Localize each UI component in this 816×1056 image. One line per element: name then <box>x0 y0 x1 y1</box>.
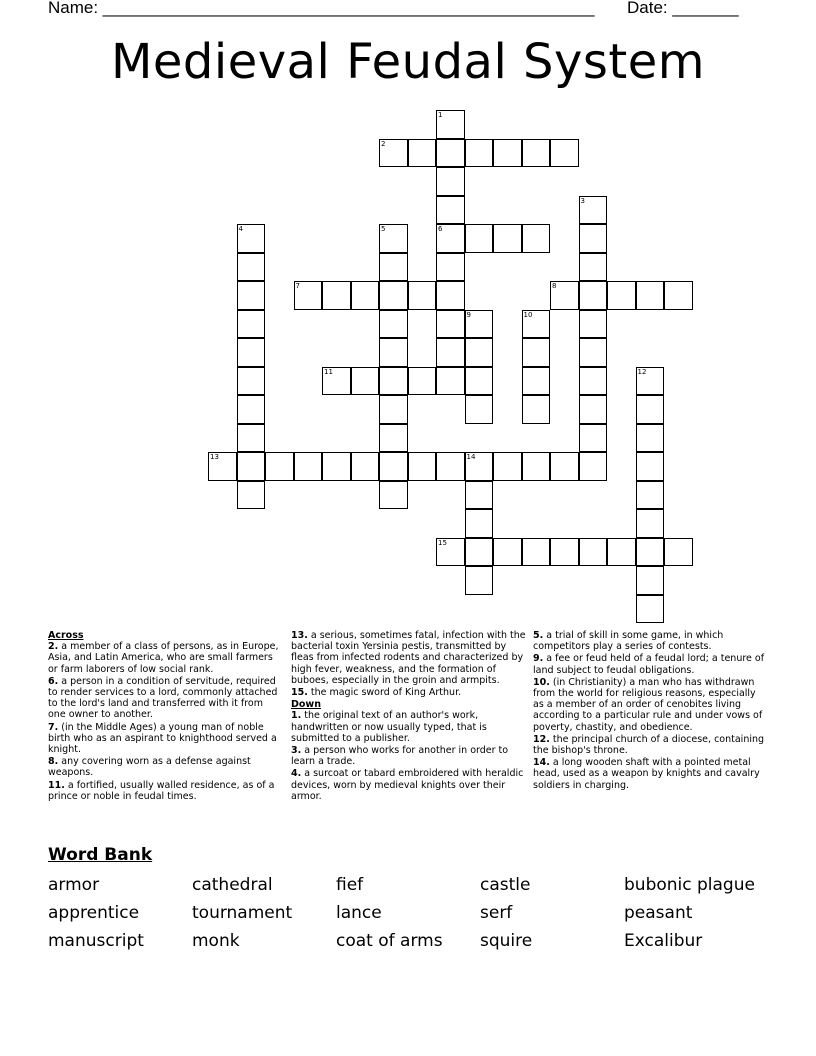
grid-cell[interactable] <box>436 310 465 339</box>
grid-cell[interactable] <box>607 538 636 567</box>
clue-number: 2 <box>381 139 386 148</box>
grid-cell[interactable] <box>436 281 465 310</box>
date-line: Date: _______ <box>627 0 739 17</box>
clues-column-1 <box>48 630 283 803</box>
clue-text: a fee or feud held of a feudal lord; a tenure of land subject to feudal obligations. <box>533 653 765 676</box>
grid-cell[interactable] <box>636 509 665 538</box>
grid-cell[interactable] <box>465 224 494 253</box>
grid-cell[interactable] <box>237 367 266 396</box>
clue-text: the magic sword of King Arthur. <box>307 687 462 699</box>
clue-number: 13 <box>210 453 219 461</box>
across-heading: Across <box>48 630 84 641</box>
clue-number-label: 2. <box>48 641 59 653</box>
word-bank-item: manuscript <box>48 931 144 951</box>
clue-number: 10 <box>523 310 533 319</box>
clue <box>291 768 526 802</box>
clue-number-label: 6. <box>48 675 59 687</box>
down-clues-2 <box>533 630 768 791</box>
grid-cell[interactable] <box>493 452 522 481</box>
grid-cell[interactable] <box>550 452 579 481</box>
grid-cell[interactable] <box>379 395 408 424</box>
grid-cell[interactable] <box>436 452 465 481</box>
clue-number: 9 <box>466 310 471 319</box>
word-bank-item: castle <box>480 875 531 895</box>
clue-text: a fortified, usually walled residence, as of a prince or noble in feudal times. <box>48 779 275 802</box>
grid-cell[interactable] <box>436 139 465 168</box>
grid-cell[interactable] <box>436 367 465 396</box>
grid-cell[interactable] <box>351 452 380 481</box>
grid-cell[interactable] <box>237 310 266 339</box>
clue-text: a person in a condition of servitude, required to render services to a lord, commonly attached to the lord's land and transferred with it from one owner to another. <box>48 675 278 721</box>
clue-number: 15 <box>438 538 447 547</box>
clues-column-2 <box>291 630 526 803</box>
clue-text: a trial of skill in some game, in which competitors play a series of contests. <box>533 630 724 653</box>
clue <box>291 745 526 767</box>
grid-cell[interactable] <box>237 281 266 310</box>
grid-cell[interactable] <box>636 452 665 481</box>
word-bank-item: armor <box>48 875 100 895</box>
grid-cell[interactable] <box>436 196 465 225</box>
clue-number: 4 <box>238 225 243 233</box>
grid-cell[interactable] <box>579 395 608 424</box>
grid-cell[interactable] <box>379 424 408 453</box>
grid-cell[interactable] <box>550 139 579 168</box>
clue-number-label: 4. <box>291 768 302 780</box>
grid-cell[interactable] <box>579 338 608 367</box>
clue-text: a long wooden shaft with a pointed metal head, used as a weapon by knights and cavalry soldiers in charging. <box>533 757 760 791</box>
grid-cell[interactable] <box>379 481 408 510</box>
grid-cell[interactable] <box>636 281 665 310</box>
clue-number: 1 <box>438 111 443 119</box>
clue-number-label: 1. <box>291 710 302 722</box>
word-bank-item: cathedral <box>192 875 273 895</box>
grid-cell[interactable] <box>379 338 408 367</box>
across-clues-1 <box>48 641 283 802</box>
clue-number: 6 <box>438 225 443 233</box>
clue-number-label: 10. <box>533 676 550 688</box>
grid-cell[interactable] <box>579 367 608 396</box>
grid-cell[interactable] <box>237 395 266 424</box>
grid-cell[interactable] <box>579 452 608 481</box>
clue-number-label: 8. <box>48 756 59 768</box>
clue <box>533 630 768 652</box>
grid-cell[interactable] <box>636 395 665 424</box>
grid-cell[interactable] <box>294 452 323 481</box>
clue-number-label: 12. <box>533 733 550 745</box>
clue-number: 3 <box>580 196 585 205</box>
clue <box>533 677 768 733</box>
page-title: Medieval Feudal System <box>110 34 706 90</box>
grid-cell[interactable] <box>237 338 266 367</box>
grid-cell[interactable] <box>522 224 551 253</box>
grid-cell[interactable] <box>493 224 522 253</box>
grid-cell[interactable] <box>522 139 551 168</box>
grid-cell[interactable] <box>636 595 665 624</box>
grid-cell[interactable] <box>237 452 266 481</box>
clue-number-label: 3. <box>291 745 302 757</box>
word-bank-item: lance <box>336 903 382 923</box>
clue-text: (in the Middle Ages) a young man of noble birth who as an aspirant to knighthood served a knight. <box>48 721 277 756</box>
grid-cell[interactable] <box>351 367 380 396</box>
clue <box>48 676 283 721</box>
grid-cell[interactable] <box>636 424 665 453</box>
grid-cell[interactable] <box>465 566 494 595</box>
grid-cell[interactable] <box>522 538 551 567</box>
clue <box>533 653 768 675</box>
grid-cell[interactable] <box>664 281 693 310</box>
word-bank-item: serf <box>480 903 513 923</box>
word-bank-item: monk <box>192 931 240 951</box>
grid-cell[interactable] <box>465 538 494 567</box>
clue-text: any covering worn as a defense against weapons. <box>48 756 251 779</box>
grid-cell[interactable] <box>579 538 608 567</box>
grid-cell[interactable] <box>436 167 465 196</box>
grid-cell[interactable] <box>550 538 579 567</box>
clue-number: 5 <box>381 225 386 233</box>
grid-cell[interactable] <box>322 452 351 481</box>
grid-cell[interactable] <box>493 139 522 168</box>
clue-number-label: 9. <box>533 653 544 665</box>
clue-number-label: 13. <box>291 630 308 641</box>
word-bank-item: bubonic plague <box>624 875 755 895</box>
grid-cell[interactable] <box>579 281 608 310</box>
word-bank-item: squire <box>480 931 533 951</box>
grid-cell[interactable] <box>351 281 380 310</box>
grid-cell[interactable] <box>465 367 494 396</box>
word-bank-title: Word Bank <box>48 845 153 865</box>
clue-text: a serious, sometimes fatal, infection with the bacterial toxin Yersinia pestis, transmitted by fleas from infected rodents and characterized by high fever, weakness, and the formation of buboes, especially in the groin and armpits. <box>291 630 526 686</box>
clue-number-label: 11. <box>48 779 65 791</box>
clue-number: 11 <box>324 367 333 376</box>
grid-cell[interactable] <box>522 338 551 367</box>
grid-cell[interactable] <box>522 367 551 396</box>
clue-text: the original text of an author's work, handwritten or now usually typed, that is submitted to a publisher. <box>291 710 487 744</box>
grid-cell[interactable] <box>522 452 551 481</box>
grid-cell[interactable] <box>408 367 437 396</box>
grid-cell[interactable] <box>579 310 608 339</box>
word-bank-item: Excalibur <box>624 931 703 951</box>
clue <box>291 710 526 744</box>
grid-cell[interactable] <box>322 281 351 310</box>
grid-cell[interactable] <box>522 395 551 424</box>
grid-cell[interactable] <box>636 566 665 595</box>
grid-cell[interactable] <box>664 538 693 567</box>
grid-cell[interactable] <box>237 481 266 510</box>
grid-cell[interactable] <box>408 139 437 168</box>
grid-cell[interactable] <box>237 424 266 453</box>
clue-text: the principal church of a diocese, containing the bishop's throne. <box>533 733 765 757</box>
word-bank-item: apprentice <box>48 903 140 923</box>
clue-number: 7 <box>295 282 300 290</box>
grid-cell[interactable] <box>465 338 494 367</box>
grid-cell[interactable] <box>379 367 408 396</box>
clue <box>533 734 768 756</box>
grid-cell[interactable] <box>379 452 408 481</box>
clue <box>48 780 283 802</box>
grid-cell[interactable] <box>436 338 465 367</box>
grid-cell[interactable] <box>465 395 494 424</box>
grid-cell[interactable] <box>408 281 437 310</box>
grid-cell[interactable] <box>493 538 522 567</box>
clue <box>48 641 283 675</box>
grid-cell[interactable] <box>465 481 494 510</box>
grid-cell[interactable] <box>579 224 608 253</box>
clue-number: 12 <box>637 367 647 376</box>
grid-cell[interactable] <box>465 139 494 168</box>
clue-number-label: 5. <box>533 630 544 641</box>
down-heading: Down <box>291 699 321 711</box>
grid-cell[interactable] <box>465 509 494 538</box>
grid-cell[interactable] <box>607 281 636 310</box>
clues-column-3 <box>533 630 768 792</box>
clue-text: a person who works for another in order to learn a trade. <box>291 745 509 768</box>
clue <box>48 756 283 778</box>
grid-cell[interactable] <box>379 253 408 282</box>
grid-cell[interactable] <box>636 538 665 567</box>
clue-number: 8 <box>552 282 557 290</box>
grid-cell[interactable] <box>379 310 408 339</box>
grid-cell[interactable] <box>237 253 266 282</box>
clue <box>533 757 768 791</box>
grid-cell[interactable] <box>636 481 665 510</box>
grid-cell[interactable] <box>579 424 608 453</box>
clue <box>291 687 526 698</box>
word-bank-item: coat of arms <box>336 931 443 951</box>
across-clues-2 <box>291 630 526 698</box>
grid-cell[interactable] <box>265 452 294 481</box>
clue <box>291 630 526 686</box>
word-bank-item: fief <box>336 875 364 895</box>
clue-number: 14 <box>466 453 476 461</box>
clue <box>48 722 283 756</box>
clue-number-label: 15. <box>291 687 308 699</box>
clue-text: (in Christianity) a man who has withdrawn from the world for religious reasons, especially as a member of an order of cenobites living according to a particular rule and under vows of poverty, chastity, and obedience. <box>533 676 763 733</box>
clue-number-label: 7. <box>48 721 59 733</box>
grid-cell[interactable] <box>436 253 465 282</box>
word-bank-item: peasant <box>624 903 693 923</box>
clue-number-label: 14. <box>533 757 550 769</box>
grid-cell[interactable] <box>579 253 608 282</box>
grid-cell[interactable] <box>379 281 408 310</box>
clue-text: a member of a class of persons, as in Europe, Asia, and Latin America, who are small farmers or farm laborers of low social rank. <box>48 641 279 675</box>
clue-text: a surcoat or tabard embroidered with heraldic devices, worn by medieval knights over their armor. <box>291 768 524 802</box>
down-clues-1 <box>291 710 526 802</box>
word-bank-item: tournament <box>192 903 293 923</box>
name-line: Name: ____________________________________________________ <box>48 0 595 17</box>
grid-cell[interactable] <box>408 452 437 481</box>
